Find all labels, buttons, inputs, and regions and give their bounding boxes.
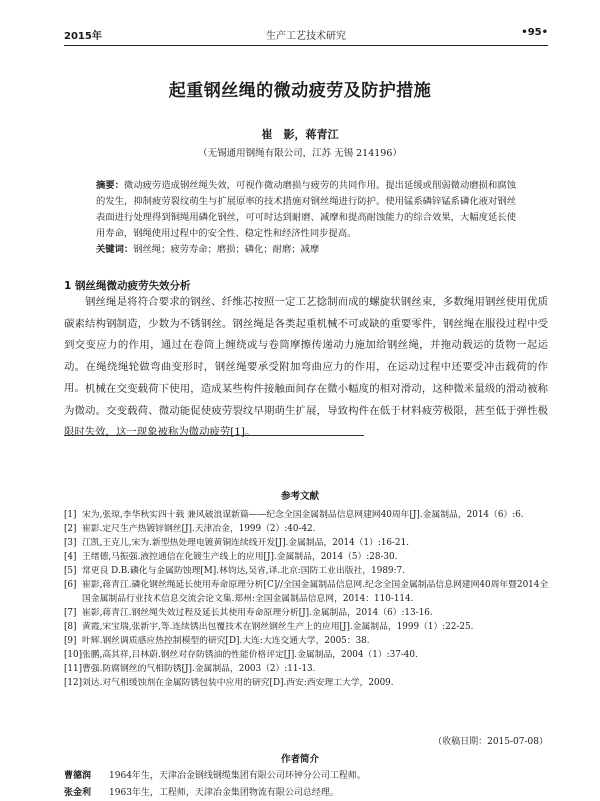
reference-item xyxy=(64,648,554,662)
reference-item xyxy=(64,564,554,578)
reference-item xyxy=(64,508,554,522)
authors: 崔 影，蒋青江 xyxy=(261,128,339,141)
reference-number: [2] xyxy=(64,524,77,534)
article-title: 起重钢丝绳的微动疲劳及防护措施 xyxy=(168,81,432,101)
received-date: （收稿日期：2015-07-08） xyxy=(433,737,548,747)
reference-item xyxy=(64,662,554,676)
reference-text: 常更良 D.B.磷化与金属防蚀理[M].林钧达,吴省,译.北京:国防工业出版社，1989:7. xyxy=(82,566,405,576)
reference-text: 张鹏,高其祥,吕林蔚.钢丝对存防锈油的性能价格评定[J].金属制品，2004（1）:37-40. xyxy=(82,650,418,660)
reference-text: 黄霞,宋宝瑞,张新宇,等.连续锈出包覆技术在钢丝钢丝生产上的应用[J].金属制品，1999（1）:22-25. xyxy=(82,622,474,632)
reference-number: [10] xyxy=(64,650,83,660)
reference-text: 王绪德,马振强.液控通信在化镀生产线上的应用[J].金属制品，2014（5）:28-30. xyxy=(82,552,398,562)
reference-number: [5] xyxy=(64,566,77,576)
reference-text: 刘达.对气相缓蚀剂在金属防锈包装中应用的研究[D].西安:西安理工大学，2009. xyxy=(82,678,394,688)
body-paragraph-1: 钢丝绳是将符合要求的钢丝、纤维芯按照一定工艺捻制而成的螺旋状钢丝束，多数绳用钢丝使用优质碳素结构钢制造，少数为不锈钢丝。钢丝绳是各类起重机械不可或缺的重要零件，钢丝绳在服役过程中受到交变应力的作用，通过在卷筒上缠绕或与卷筒摩擦传递动力施加给钢丝绳，并拖动载运的货物一起运动。在绳绕绳轮做弯曲变形时，钢丝绳要承受附加弯曲应力的作用，在运动过程中还要受冲击载荷的作用。 xyxy=(64,296,548,394)
running-header xyxy=(64,27,548,43)
reference-number: [1] xyxy=(64,510,77,520)
reference-number: [11] xyxy=(64,664,83,674)
reference-number: [7] xyxy=(64,608,77,618)
header-rule xyxy=(64,45,548,46)
author-bio: 1963年生，工程师，天津冶金集团物流有限公司总经理。 xyxy=(109,788,339,798)
author-info-heading: 作者简介 xyxy=(280,754,319,765)
abstract-text: 微动疲劳造成钢丝绳失效，可视作微动磨损与疲劳的共同作用。提出延缓或削弱微动磨损和腐蚀的发生，抑制疲劳裂纹萌生与扩展原率的技术措施对钢丝绳进行防护。使用锰系磷锌锰系磷化液对钢丝表面进行处理得到铜绳用磷化钢丝，可可时达到耐磨、减摩和提高耐蚀能力的综合效果，大幅度延长使用寿命，钢绳使用过程中的安全性、稳定性和经济性同步提高。 xyxy=(96,180,516,239)
header-journal: 生产工艺技术研究 xyxy=(266,31,346,42)
reference-number: [9] xyxy=(64,636,77,646)
section-heading: 1 钢丝绳微动疲劳失效分析 xyxy=(64,280,191,292)
keywords-text: 钢丝绳；疲劳寿命；磨损；磷化；耐磨；减摩 xyxy=(133,244,320,255)
keywords-label: 关键词： xyxy=(96,244,134,255)
author-name: 张金利 xyxy=(64,788,92,798)
reference-item xyxy=(64,522,554,536)
reference-item xyxy=(64,634,554,648)
reference-item xyxy=(64,550,554,564)
keywords xyxy=(96,241,516,255)
header-year: 2015年 xyxy=(64,31,102,42)
affiliation: （无锡通用钢绳有限公司，江苏 无锡 214196） xyxy=(198,148,402,159)
author-name: 曹德润 xyxy=(64,771,92,781)
section-divider xyxy=(64,435,364,436)
reference-item xyxy=(64,578,554,606)
reference-number: [3] xyxy=(64,538,77,548)
header-page-number: •95• xyxy=(521,27,548,38)
reference-number: [8] xyxy=(64,622,77,632)
reference-number: [6] xyxy=(64,580,77,590)
reference-text: 崔影,蒋青江.磷化钢丝绳延长使用寿命原理分析[C]//全国金属制品信息网.纪念全国金属制品信息网建网40周年暨2014全国金属制品行业技术信息交流会论文集.郑州:全国金属制品信息网，2014：110-114. xyxy=(82,580,549,604)
abstract xyxy=(96,178,516,242)
reference-item xyxy=(64,536,554,550)
reference-number: [12] xyxy=(64,678,83,688)
abstract-label: 摘要： xyxy=(96,180,125,191)
reference-item xyxy=(64,620,554,634)
reference-text: 叶辉.钢丝调质感应热控制模型的研究[D].大连:大连交通大学，2005：38. xyxy=(82,636,370,646)
reference-list xyxy=(64,508,554,690)
body-paragraph-2: 机械在交变载荷下使用，造成某些构件接触面间存在微小幅度的相对滑动，这种微米量级的滑动被称为微动。交变载荷、微动能促使疲劳裂纹早期萌生扩展，导致构件在低于材料疲劳极限，甚至低于弹性极限时失效，这一现象被称为微动疲劳[1]。 xyxy=(64,383,548,438)
author-info-item xyxy=(64,785,548,798)
author-info-item xyxy=(64,768,548,781)
reference-text: 曹强.防腐钢丝的气相防锈[J].金属制品，2003（2）:11-13. xyxy=(82,664,316,674)
reference-number: [4] xyxy=(64,552,77,562)
reference-item xyxy=(64,676,554,690)
author-bio: 1964年生，天津冶金钢线钢缆集团有限公司环钟分公司工程师。 xyxy=(109,771,366,781)
reference-text: 崔影,蒋青江.钢丝绳失效过程及延长其使用寿命原理分析[J].金属制品，2014（6）:13-16. xyxy=(82,608,433,618)
reference-item xyxy=(64,606,554,620)
references-heading: 参考文献 xyxy=(280,491,319,502)
reference-text: 崔影.定尺生产热镀锌钢丝[J].天津冶金，1999（2）:40-42. xyxy=(82,524,316,534)
reference-text: 江凯,王克儿,宋为.新型热处理电镀黄铜连续线开发[J].金属制品，2014（1）:16-21. xyxy=(82,538,409,548)
reference-text: 宋为,张琼,李华秋实四十载 兼风破浪谋新篇——纪念全国金属制品信息网建网40周年[J].金属制品，2014（6）:6. xyxy=(82,510,524,520)
